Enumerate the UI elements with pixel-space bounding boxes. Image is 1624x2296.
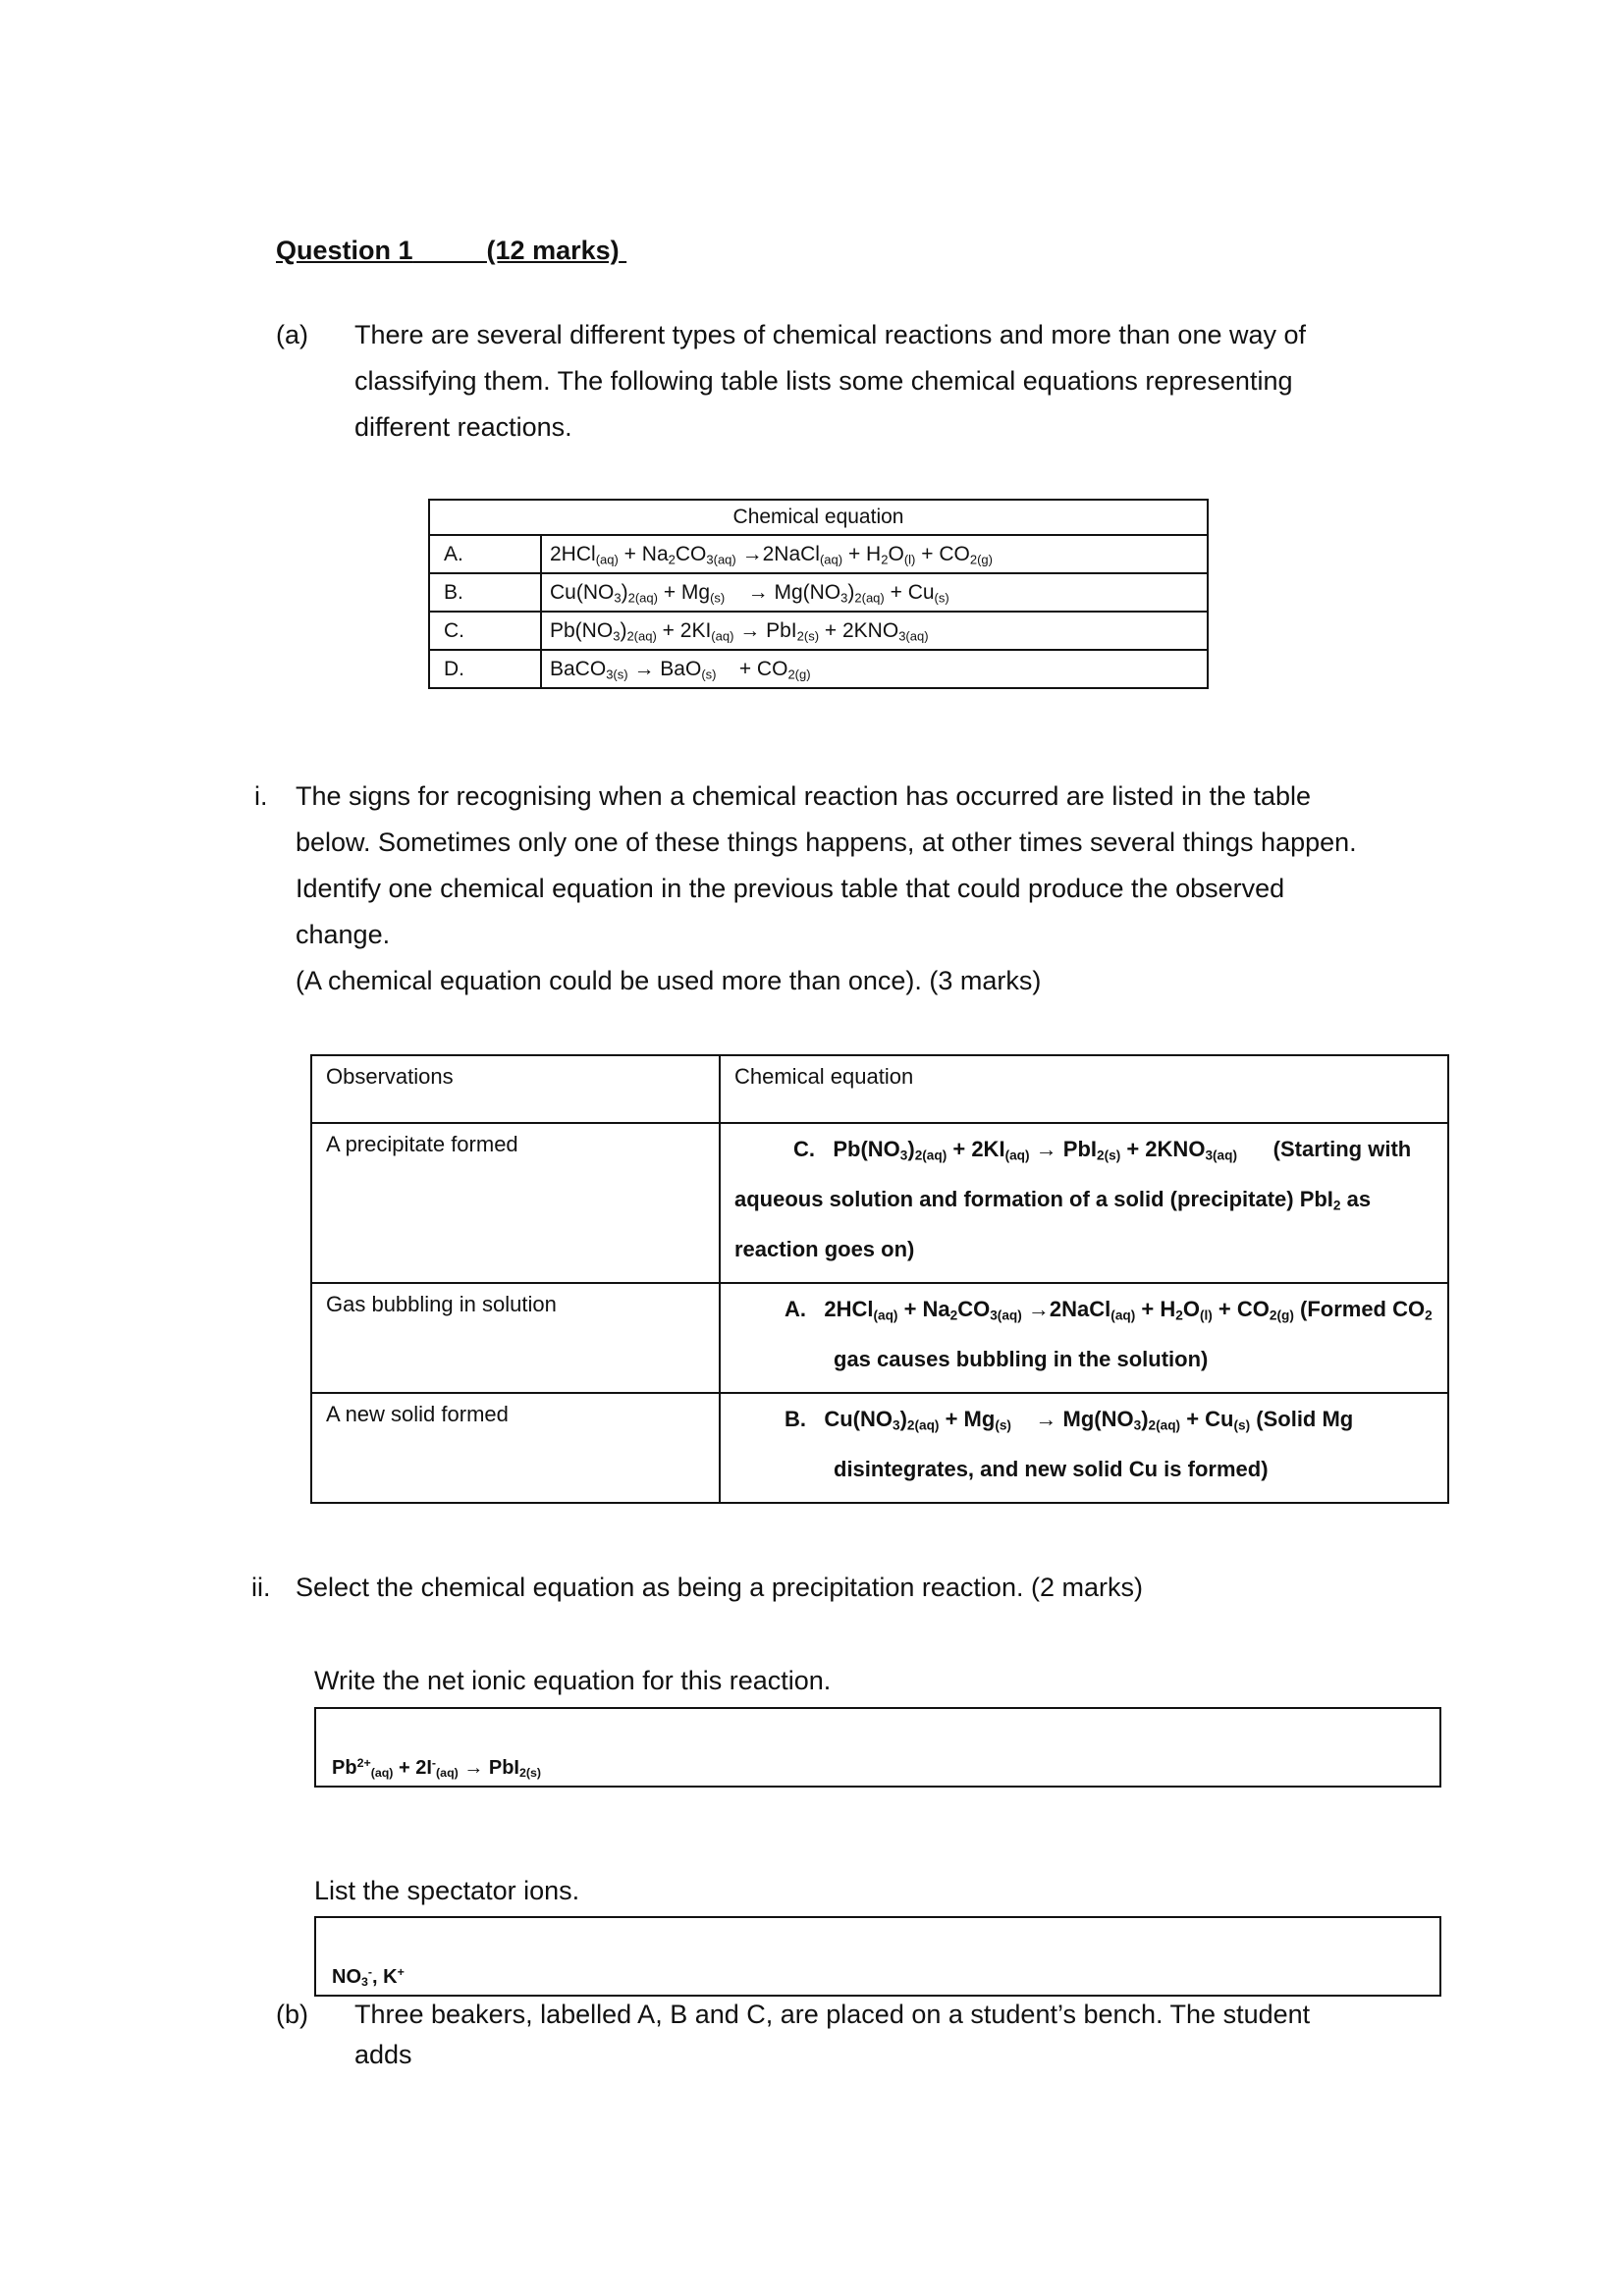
spectator-answer <box>332 1966 405 1989</box>
header-observations: Observations <box>311 1055 720 1123</box>
formula-text: Cu(NO <box>550 580 615 604</box>
subscript: 2(aq) <box>914 1148 947 1163</box>
part-ii-text: Select the chemical equation as being a precipitation reaction. (2 marks) <box>296 1573 1143 1602</box>
row-label: A. <box>429 535 541 573</box>
formula-text: → PbI <box>1029 1137 1097 1161</box>
subscript: 3 <box>613 627 621 643</box>
subscript: 3 <box>614 589 622 605</box>
formula-text: (Solid Mg disintegrates, and new solid Cu is formed) <box>834 1407 1360 1481</box>
table-row <box>429 650 1208 688</box>
table-row <box>429 535 1208 573</box>
subscript: (s) <box>995 1417 1011 1433</box>
formula-text: → Mg(NO <box>1010 1407 1134 1431</box>
formula-text: + Mg <box>939 1407 996 1431</box>
formula-text: → Mg(NO <box>725 580 841 604</box>
subscript: (aq) <box>1004 1148 1030 1163</box>
superscript: + <box>397 1965 405 1980</box>
subscript: 2(aq) <box>627 589 658 605</box>
subscript: (s) <box>1233 1417 1251 1433</box>
formula-text: CO <box>675 542 707 565</box>
subscript: 3(aq) <box>1205 1148 1237 1163</box>
formula-text: + CO <box>915 542 970 565</box>
formula-text: as reaction goes on) <box>734 1187 1378 1261</box>
formula-text: NO <box>332 1966 361 1988</box>
net-ionic-prompt: Write the net ionic equation for this reaction. <box>314 1666 832 1695</box>
table-row <box>311 1283 1448 1393</box>
subscript: (aq) <box>819 551 843 566</box>
subscript: 3(aq) <box>706 551 736 566</box>
formula-text: + 2KNO <box>1120 1137 1206 1161</box>
formula-text: BaCO <box>550 657 607 680</box>
subscript: 2 <box>1332 1198 1341 1213</box>
formula-text: 2HCl <box>550 542 596 565</box>
subscript: (l) <box>1199 1308 1213 1323</box>
subscript: 2(s) <box>796 627 820 643</box>
observation: A new solid formed <box>311 1393 720 1503</box>
superscript: 2+ <box>356 1756 371 1771</box>
observations-table <box>310 1054 1449 1504</box>
table-row <box>429 573 1208 612</box>
subscript: 3(s) <box>606 666 628 681</box>
equation <box>541 612 1208 650</box>
formula-text: CO <box>957 1297 991 1321</box>
formula-text: ) <box>1141 1407 1149 1431</box>
subscript: 3 <box>893 1417 900 1433</box>
subscript: 2(g) <box>787 666 811 681</box>
question-title: Question 1 (12 marks) <box>276 236 620 265</box>
part-b-label: (b) <box>276 2000 308 2029</box>
formula-text: + H <box>1135 1297 1176 1321</box>
subscript: (l) <box>903 551 916 566</box>
text-line: classifying them. The following table lists some chemical equations representing <box>354 366 1293 396</box>
subscript: 2 <box>1425 1308 1433 1323</box>
formula-text: , K <box>372 1966 398 1988</box>
spectator-prompt: List the spectator ions. <box>314 1876 580 1905</box>
formula-text: + Cu <box>1180 1407 1234 1431</box>
subscript: 2 <box>1175 1308 1183 1323</box>
formula-text: gas causes bubbling in the solution) <box>834 1297 1438 1371</box>
formula-text: ) <box>620 618 627 642</box>
table-row <box>311 1393 1448 1503</box>
part-i-text <box>296 774 1357 1004</box>
observation: Gas bubbling in solution <box>311 1283 720 1393</box>
subscript: 2(g) <box>1269 1308 1294 1323</box>
text-line: change. <box>296 920 391 949</box>
subscript: 2(aq) <box>1148 1417 1181 1433</box>
row-label: C. <box>429 612 541 650</box>
part-a-label: (a) <box>276 320 308 349</box>
subscript: 2(aq) <box>906 1417 940 1433</box>
table-header: Chemical equation <box>429 500 1208 535</box>
subscript: 2 <box>668 551 676 566</box>
formula-text: Pb(NO <box>550 618 614 642</box>
subscript: 2(aq) <box>626 627 657 643</box>
subscript: (aq) <box>873 1308 898 1323</box>
net-ionic-answer <box>332 1757 541 1780</box>
formula-text: + Na <box>618 542 669 565</box>
answer <box>720 1393 1448 1503</box>
subscript: 3 <box>840 589 848 605</box>
formula-text: + Na <box>897 1297 950 1321</box>
formula-text: B. Cu(NO <box>785 1407 893 1431</box>
superscript: - <box>431 1756 437 1771</box>
part-ii-label: ii. <box>251 1573 271 1602</box>
formula-text: O <box>1182 1297 1200 1321</box>
formula-text: ) <box>621 580 628 604</box>
text-line: The signs for recognising when a chemical reaction has occurred are listed in the table <box>296 781 1312 811</box>
subscript: (aq) <box>436 1766 459 1781</box>
formula-text: →2NaCl <box>1021 1297 1111 1321</box>
part-i-label: i. <box>254 781 268 811</box>
subscript: (s) <box>710 589 726 605</box>
subscript: 3 <box>899 1148 908 1163</box>
row-label: B. <box>429 573 541 612</box>
row-label: D. <box>429 650 541 688</box>
part-b-text <box>354 1995 1310 2075</box>
formula-text: → PbI <box>458 1757 519 1779</box>
answer <box>720 1283 1448 1393</box>
observation: A precipitate formed <box>311 1123 720 1283</box>
subscript: (aq) <box>711 627 734 643</box>
table-row <box>311 1123 1448 1283</box>
formula-text: (Starting with aqueous solution and formation of a solid (precipitate) PbI <box>734 1137 1418 1211</box>
subscript: 2 <box>949 1308 958 1323</box>
text-line: adds <box>354 2040 412 2069</box>
formula-text: + 2KI <box>656 618 712 642</box>
superscript: - <box>367 1965 373 1980</box>
formula-text: + CO <box>1212 1297 1270 1321</box>
formula-text: + 2I <box>393 1757 432 1779</box>
subscript: (aq) <box>370 1766 394 1781</box>
subscript: 3(aq) <box>990 1308 1022 1323</box>
subscript: (aq) <box>595 551 619 566</box>
subscript: 3(aq) <box>898 627 929 643</box>
text-line: Three beakers, labelled A, B and C, are placed on a student’s bench. The student <box>354 2000 1311 2029</box>
equation <box>541 573 1208 612</box>
formula-text: (Formed CO <box>1293 1297 1426 1321</box>
equation <box>541 650 1208 688</box>
spectator-answer-box[interactable] <box>314 1916 1441 1997</box>
text-line: below. Sometimes only one of these things happens, at other times several things happen. <box>296 828 1357 857</box>
text-line: Identify one chemical equation in the previous table that could produce the observed <box>296 874 1285 903</box>
net-ionic-answer-box[interactable] <box>314 1707 1441 1788</box>
subscript: 2(g) <box>969 551 993 566</box>
part-a-text <box>354 312 1306 451</box>
subscript: (aq) <box>1110 1308 1136 1323</box>
formula-text: O <box>888 542 904 565</box>
subscript: 2(s) <box>1097 1148 1121 1163</box>
table-row <box>429 612 1208 650</box>
formula-text: →2NaCl <box>735 542 820 565</box>
subscript: 3 <box>1133 1417 1142 1433</box>
formula-text: ) <box>847 580 855 604</box>
answer <box>720 1123 1448 1283</box>
formula-text: + CO <box>716 657 788 680</box>
equations-table <box>428 499 1209 689</box>
equation <box>541 535 1208 573</box>
formula-text: + 2KI <box>947 1137 1005 1161</box>
formula-text: ) <box>899 1407 907 1431</box>
formula-text: ) <box>907 1137 915 1161</box>
formula-text: + 2KNO <box>819 618 899 642</box>
subscript: 2 <box>881 551 889 566</box>
formula-text: C. Pb(NO <box>793 1137 900 1161</box>
formula-text: + Mg <box>657 580 711 604</box>
subscript: 2(s) <box>519 1766 542 1781</box>
formula-text: → BaO <box>627 657 702 680</box>
text-line: different reactions. <box>354 412 572 442</box>
formula-text: + H <box>842 542 882 565</box>
text-line: There are several different types of chemical reactions and more than one way of <box>354 320 1307 349</box>
subscript: (s) <box>934 589 949 605</box>
text-line: (A chemical equation could be used more than once). (3 marks) <box>296 966 1042 995</box>
subscript: (s) <box>701 666 717 681</box>
formula-text: Pb <box>332 1757 357 1779</box>
formula-text: → PbI <box>733 618 797 642</box>
subscript: 2(aq) <box>854 589 885 605</box>
formula-text: A. 2HCl <box>785 1297 874 1321</box>
subscript: 3 <box>361 1975 368 1990</box>
header-equation: Chemical equation <box>720 1055 1448 1123</box>
formula-text: + Cu <box>884 580 935 604</box>
